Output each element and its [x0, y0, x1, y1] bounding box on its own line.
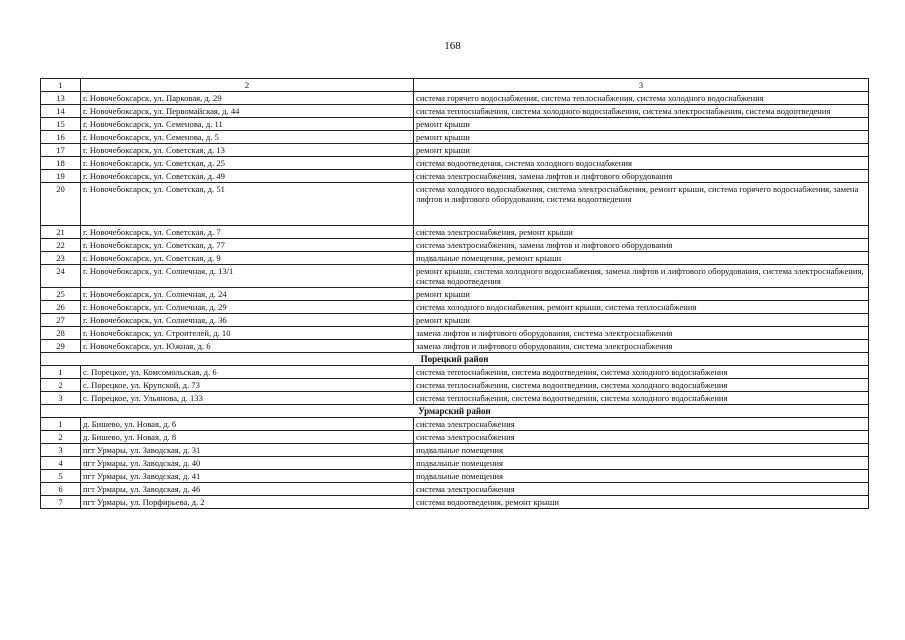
table-row	[41, 314, 869, 327]
table-row	[41, 118, 869, 131]
works-cell: система теплоснабжения, система холодного водоснабжения, система электроснабжения, система водоотведения	[414, 105, 869, 118]
row-number: 18	[41, 157, 81, 170]
works-cell: ремонт крыши	[414, 288, 869, 301]
address-cell: пгт Урмары, ул. Заводская, д. 41	[81, 470, 414, 483]
row-number: 6	[41, 483, 81, 496]
works-cell: система водоотведения, ремонт крыши	[414, 496, 869, 509]
table-row	[41, 379, 869, 392]
table-row	[41, 170, 869, 183]
address-cell: г. Новочебоксарск, ул. Строителей, д. 10	[81, 327, 414, 340]
address-cell: г. Новочебоксарск, ул. Советская, д. 9	[81, 252, 414, 265]
works-cell: система холодного водоснабжения, система электроснабжения, ремонт крыши, система горячего водоснабжения, замена лифтов и лифтового оборудования, система водоотведения	[414, 183, 869, 226]
section-title: Урмарский район	[41, 405, 869, 418]
table-row	[41, 144, 869, 157]
row-number: 16	[41, 131, 81, 144]
row-number: 15	[41, 118, 81, 131]
section-row	[41, 353, 869, 366]
table-row	[41, 392, 869, 405]
address-cell: д. Бишево, ул. Новая, д. 8	[81, 431, 414, 444]
section-row	[41, 405, 869, 418]
header-cell-3: 3	[414, 79, 869, 92]
works-cell: замена лифтов и лифтового оборудования, система электроснабжения	[414, 327, 869, 340]
address-cell: г. Новочебоксарск, ул. Советская, д. 13	[81, 144, 414, 157]
table-row	[41, 105, 869, 118]
table-row	[41, 183, 869, 226]
row-number: 24	[41, 265, 81, 288]
table-header-row	[41, 79, 869, 92]
address-cell: г. Новочебоксарск, ул. Советская, д. 49	[81, 170, 414, 183]
table-row	[41, 340, 869, 353]
works-cell: подвальные помещения	[414, 444, 869, 457]
table-row	[41, 444, 869, 457]
address-cell: г. Новочебоксарск, ул. Советская, д. 7	[81, 226, 414, 239]
works-cell: система электроснабжения	[414, 483, 869, 496]
works-cell: система теплоснабжения, система водоотведения, система холодного водоснабжения	[414, 392, 869, 405]
address-cell: г. Новочебоксарск, ул. Южная, д. 6	[81, 340, 414, 353]
works-cell: замена лифтов и лифтового оборудования, система электроснабжения	[414, 340, 869, 353]
table-row	[41, 92, 869, 105]
address-cell: д. Бишево, ул. Новая, д. 6	[81, 418, 414, 431]
works-cell: система теплоснабжения, система водоотведения, система холодного водоснабжения	[414, 366, 869, 379]
works-cell: ремонт крыши	[414, 314, 869, 327]
address-cell: с. Порецкое, ул. Комсомольская, д. 6	[81, 366, 414, 379]
address-cell: г. Новочебоксарск, ул. Солнечная, д. 13/1	[81, 265, 414, 288]
works-cell: система электроснабжения, замена лифтов и лифтового оборудования	[414, 239, 869, 252]
row-number: 21	[41, 226, 81, 239]
row-number: 19	[41, 170, 81, 183]
address-cell: г. Новочебоксарск, ул. Советская, д. 25	[81, 157, 414, 170]
address-cell: пгт Урмары, ул. Заводская, д. 40	[81, 457, 414, 470]
address-cell: г. Новочебоксарск, ул. Парковая, д. 29	[81, 92, 414, 105]
address-cell: пгт Урмары, ул. Заводская, д. 31	[81, 444, 414, 457]
table-row	[41, 226, 869, 239]
table-row	[41, 418, 869, 431]
row-number: 5	[41, 470, 81, 483]
address-cell: г. Новочебоксарск, ул. Солнечная, д. 24	[81, 288, 414, 301]
row-number: 22	[41, 239, 81, 252]
table-row	[41, 157, 869, 170]
works-cell: система холодного водоснабжения, ремонт крыши, система теплоснабжения	[414, 301, 869, 314]
works-cell: подвальные помещения	[414, 470, 869, 483]
table-row	[41, 239, 869, 252]
row-number: 3	[41, 392, 81, 405]
works-cell: система электроснабжения	[414, 418, 869, 431]
row-number: 27	[41, 314, 81, 327]
row-number: 26	[41, 301, 81, 314]
works-table-body	[41, 79, 869, 509]
row-number: 17	[41, 144, 81, 157]
works-cell: ремонт крыши, система холодного водоснабжения, замена лифтов и лифтового оборудования, система электроснабжения, система водоотведения	[414, 265, 869, 288]
section-title: Порецкий район	[41, 353, 869, 366]
works-cell: ремонт крыши	[414, 144, 869, 157]
table-row	[41, 252, 869, 265]
works-cell: система электроснабжения	[414, 431, 869, 444]
row-number: 7	[41, 496, 81, 509]
row-number: 4	[41, 457, 81, 470]
row-number: 1	[41, 418, 81, 431]
address-cell: г. Новочебоксарск, ул. Первомайская, д. 44	[81, 105, 414, 118]
works-table	[40, 78, 869, 509]
row-number: 13	[41, 92, 81, 105]
works-cell: система горячего водоснабжения, система теплоснабжения, система холодного водоснабжения	[414, 92, 869, 105]
address-cell: г. Новочебоксарск, ул. Семенова, д. 11	[81, 118, 414, 131]
works-cell: ремонт крыши	[414, 118, 869, 131]
header-cell-1: 1	[41, 79, 81, 92]
works-cell: система теплоснабжения, система водоотведения, система холодного водоснабжения	[414, 379, 869, 392]
table-row	[41, 483, 869, 496]
address-cell: с. Порецкое, ул. Крупской, д. 73	[81, 379, 414, 392]
row-number: 2	[41, 379, 81, 392]
page-number: 168	[444, 40, 461, 52]
works-cell: система электроснабжения, замена лифтов и лифтового оборудования	[414, 170, 869, 183]
works-cell: подвальные помещения	[414, 457, 869, 470]
address-cell: г. Новочебоксарск, ул. Советская, д. 51	[81, 183, 414, 226]
table-row	[41, 265, 869, 288]
row-number: 20	[41, 183, 81, 226]
table-row	[41, 288, 869, 301]
row-number: 25	[41, 288, 81, 301]
table-row	[41, 496, 869, 509]
row-number: 28	[41, 327, 81, 340]
works-cell: подвальные помещения, ремонт крыши	[414, 252, 869, 265]
address-cell: с. Порецкое, ул. Ульянова, д. 133	[81, 392, 414, 405]
row-number: 1	[41, 366, 81, 379]
row-number: 23	[41, 252, 81, 265]
row-number: 3	[41, 444, 81, 457]
works-cell: система электроснабжения, ремонт крыши	[414, 226, 869, 239]
address-cell: пгт Урмары, ул. Заводская, д. 46	[81, 483, 414, 496]
address-cell: г. Новочебоксарск, ул. Советская, д. 77	[81, 239, 414, 252]
table-row	[41, 131, 869, 144]
row-number: 29	[41, 340, 81, 353]
row-number: 2	[41, 431, 81, 444]
address-cell: г. Новочебоксарск, ул. Семенова, д. 5	[81, 131, 414, 144]
table-row	[41, 470, 869, 483]
table-row	[41, 366, 869, 379]
address-cell: г. Новочебоксарск, ул. Солнечная, д. 29	[81, 301, 414, 314]
header-cell-2: 2	[81, 79, 414, 92]
address-cell: г. Новочебоксарск, ул. Солнечная, д. 36	[81, 314, 414, 327]
table-row	[41, 327, 869, 340]
table-row	[41, 457, 869, 470]
row-number: 14	[41, 105, 81, 118]
address-cell: пгт Урмары, ул. Порфирьева, д. 2	[81, 496, 414, 509]
works-cell: ремонт крыши	[414, 131, 869, 144]
works-cell: система водоотведения, система холодного водоснабжения	[414, 157, 869, 170]
table-row	[41, 431, 869, 444]
table-row	[41, 301, 869, 314]
